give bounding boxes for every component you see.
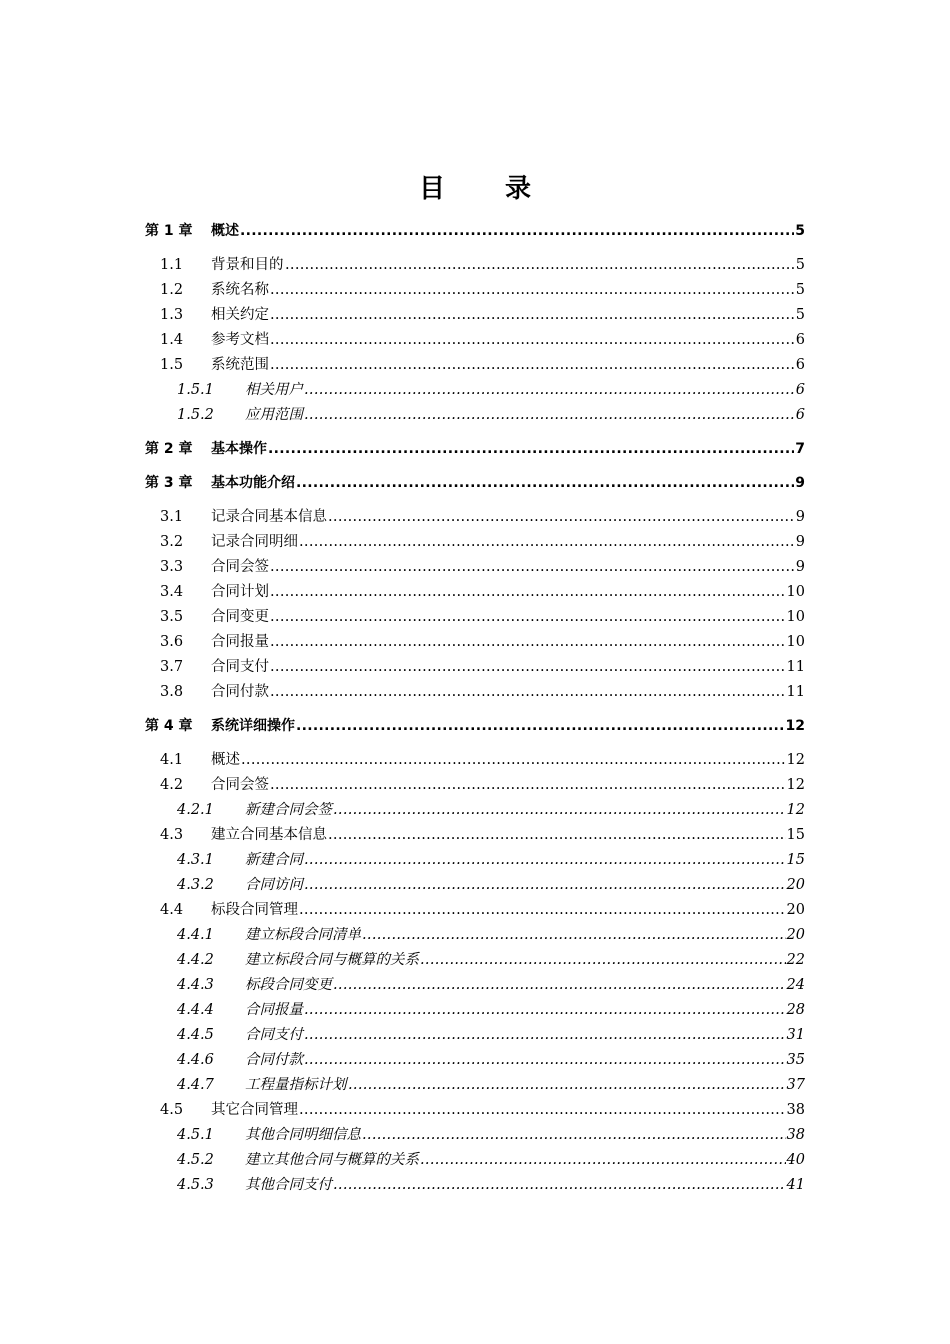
toc-entry-page: 40 (786, 1152, 805, 1168)
toc-entry-page: 20 (786, 877, 805, 893)
toc-dot-leader (304, 1048, 786, 1073)
toc-dot-leader (328, 505, 795, 530)
toc-entry-number: 3.4 (160, 584, 184, 600)
toc-entry[interactable] (0, 998, 950, 1023)
toc-entry-number: 4.4.6 (177, 1052, 214, 1068)
toc-entry[interactable] (0, 328, 950, 353)
toc-entry-page: 20 (786, 902, 805, 918)
toc-entry-number: 3.6 (160, 634, 184, 650)
toc-entry-title: 参考文档 (211, 332, 269, 348)
toc-entry-title: 工程量指标计划 (245, 1077, 347, 1093)
toc-entry[interactable] (0, 923, 950, 948)
toc-entry-number: 4.4.3 (177, 977, 214, 993)
toc-entry-page: 12 (785, 718, 805, 734)
toc-entry[interactable] (0, 530, 950, 555)
toc-dot-leader (270, 303, 795, 328)
toc-entry-page: 11 (786, 684, 805, 700)
toc-entry-title: 记录合同基本信息 (211, 509, 327, 525)
toc-entry-number: 4.3.2 (177, 877, 214, 893)
toc-dot-leader (333, 973, 786, 998)
toc-title (0, 168, 950, 205)
toc-entry-title: 其它合同管理 (211, 1102, 298, 1118)
toc-entry-page: 22 (786, 952, 805, 968)
toc-entry-title: 建立标段合同清单 (245, 927, 361, 943)
toc-entry-number: 4.5 (160, 1102, 184, 1118)
toc-entry[interactable] (0, 655, 950, 680)
toc-entry-number: 4.5.2 (177, 1152, 214, 1168)
toc-entry-page: 9 (795, 475, 805, 491)
toc-dot-leader (348, 1073, 786, 1098)
toc-entry-number: 3.5 (160, 609, 184, 625)
toc-entry[interactable] (0, 973, 950, 998)
toc-entry[interactable] (0, 353, 950, 378)
toc-entry-title: 背景和目的 (211, 257, 284, 273)
toc-entry-page: 10 (786, 584, 805, 600)
toc-entry-page: 24 (786, 977, 805, 993)
toc-entry-title: 合同付款 (211, 684, 269, 700)
toc-entry[interactable] (0, 848, 950, 873)
toc-entry-title: 合同支付 (211, 659, 269, 675)
toc-entry-page: 10 (786, 609, 805, 625)
toc-dot-leader (270, 555, 795, 580)
toc-entry-number: 1.5 (160, 357, 184, 373)
toc-entry[interactable] (0, 471, 950, 496)
toc-dot-leader (270, 328, 795, 353)
toc-entry-number: 3.7 (160, 659, 184, 675)
toc-entry-title: 基本功能介绍 (211, 475, 295, 491)
toc-entry-number: 4.2.1 (177, 802, 214, 818)
toc-entry-page: 31 (786, 1027, 805, 1043)
toc-entry-number: 4.4 (160, 902, 184, 918)
toc-entry-title: 建立合同基本信息 (211, 827, 327, 843)
toc-entry[interactable] (0, 605, 950, 630)
toc-entry-number: 1.5.1 (177, 382, 214, 398)
toc-entry[interactable] (0, 1023, 950, 1048)
toc-dot-leader (304, 848, 786, 873)
toc-dot-leader (420, 1148, 786, 1173)
toc-dot-leader (296, 471, 794, 496)
toc-entry[interactable] (0, 303, 950, 328)
toc-entry-number: 1.4 (160, 332, 184, 348)
toc-entry-number: 4.4.7 (177, 1077, 214, 1093)
toc-entry-page: 12 (786, 752, 805, 768)
toc-entry[interactable] (0, 714, 950, 739)
toc-entry-title: 合同付款 (245, 1052, 303, 1068)
toc-entry-number: 1.1 (160, 257, 184, 273)
toc-entry-number: 第 1 章 (145, 223, 193, 239)
toc-entry-page: 15 (786, 827, 805, 843)
toc-entry-title: 合同访问 (245, 877, 303, 893)
toc-dot-leader (285, 253, 795, 278)
toc-entry-title: 其他合同明细信息 (245, 1127, 361, 1143)
toc-entry[interactable] (0, 773, 950, 798)
toc-entry-page: 6 (795, 332, 805, 348)
toc-entry-number: 4.4.2 (177, 952, 214, 968)
toc-entry[interactable] (0, 823, 950, 848)
toc-entry[interactable] (0, 1073, 950, 1098)
toc-dot-leader (304, 998, 786, 1023)
toc-entry-title: 合同变更 (211, 609, 269, 625)
toc-entry-number: 4.3.1 (177, 852, 214, 868)
toc-entry-page: 10 (786, 634, 805, 650)
toc-entry-page: 38 (786, 1127, 805, 1143)
toc-entry[interactable] (0, 1098, 950, 1123)
toc-entry-title: 相关约定 (211, 307, 269, 323)
toc-dot-leader (296, 714, 785, 739)
toc-dot-leader (270, 655, 786, 680)
table-of-contents (0, 219, 950, 1198)
toc-title-char-1: 目 (418, 174, 445, 204)
toc-entry[interactable] (0, 1173, 950, 1198)
toc-entry-page: 5 (795, 282, 805, 298)
toc-entry-page: 7 (795, 441, 805, 457)
toc-entry-title: 概述 (211, 223, 239, 239)
toc-entry-number: 4.1 (160, 752, 184, 768)
toc-entry-page: 6 (795, 407, 805, 423)
toc-entry[interactable] (0, 403, 950, 428)
toc-dot-leader (270, 773, 786, 798)
toc-entry-title: 合同会签 (211, 777, 269, 793)
toc-entry-title: 标段合同管理 (211, 902, 298, 918)
toc-entry-title: 新建合同 (245, 852, 303, 868)
toc-entry-title: 系统详细操作 (211, 718, 295, 734)
toc-entry[interactable] (0, 378, 950, 403)
toc-dot-leader (304, 1023, 786, 1048)
toc-dot-leader (420, 948, 786, 973)
toc-entry-page: 9 (795, 534, 805, 550)
toc-entry[interactable] (0, 253, 950, 278)
toc-entry-title: 系统范围 (211, 357, 269, 373)
toc-entry-title: 系统名称 (211, 282, 269, 298)
toc-entry-page: 28 (786, 1002, 805, 1018)
toc-entry-title: 概述 (211, 752, 240, 768)
toc-entry[interactable] (0, 948, 950, 973)
toc-entry-page: 41 (786, 1177, 805, 1193)
toc-dot-leader (362, 1123, 786, 1148)
toc-title-char-2: 录 (505, 174, 532, 204)
toc-entry-page: 9 (795, 509, 805, 525)
toc-dot-leader (240, 219, 794, 244)
toc-entry-title: 其他合同支付 (245, 1177, 332, 1193)
toc-entry[interactable] (0, 580, 950, 605)
toc-entry-number: 第 4 章 (145, 718, 193, 734)
toc-entry[interactable] (0, 748, 950, 773)
toc-entry-page: 6 (795, 382, 805, 398)
toc-dot-leader (270, 680, 786, 705)
toc-dot-leader (362, 923, 786, 948)
toc-entry[interactable] (0, 873, 950, 898)
toc-entry-title: 建立其他合同与概算的关系 (245, 1152, 419, 1168)
toc-dot-leader (270, 278, 795, 303)
toc-entry-title: 相关用户 (245, 382, 303, 398)
toc-entry-number: 3.2 (160, 534, 184, 550)
toc-entry-page: 37 (786, 1077, 805, 1093)
toc-entry-title: 应用范围 (245, 407, 303, 423)
toc-dot-leader (333, 798, 786, 823)
toc-entry[interactable] (0, 1123, 950, 1148)
toc-entry-number: 1.2 (160, 282, 184, 298)
toc-entry-page: 12 (786, 777, 805, 793)
toc-dot-leader (270, 353, 795, 378)
toc-entry-number: 3.3 (160, 559, 184, 575)
toc-entry-title: 新建合同会签 (245, 802, 332, 818)
toc-entry-number: 3.8 (160, 684, 184, 700)
toc-dot-leader (299, 530, 795, 555)
toc-entry-number: 4.3 (160, 827, 184, 843)
toc-entry-title: 基本操作 (211, 441, 267, 457)
toc-entry-title: 记录合同明细 (211, 534, 298, 550)
toc-entry[interactable] (0, 437, 950, 462)
toc-entry-page: 6 (795, 357, 805, 373)
toc-entry-number: 4.5.3 (177, 1177, 214, 1193)
toc-entry[interactable] (0, 505, 950, 530)
toc-dot-leader (304, 403, 795, 428)
toc-entry-number: 4.5.1 (177, 1127, 214, 1143)
toc-entry-page: 9 (795, 559, 805, 575)
toc-entry-number: 3.1 (160, 509, 184, 525)
toc-entry[interactable] (0, 798, 950, 823)
toc-entry[interactable] (0, 898, 950, 923)
toc-entry-page: 5 (795, 257, 805, 273)
toc-entry-page: 15 (786, 852, 805, 868)
toc-entry-page: 5 (795, 307, 805, 323)
toc-dot-leader (328, 823, 786, 848)
toc-dot-leader (270, 630, 786, 655)
toc-entry-title: 合同会签 (211, 559, 269, 575)
toc-entry-title: 合同报量 (211, 634, 269, 650)
toc-entry-number: 1.3 (160, 307, 184, 323)
toc-dot-leader (241, 748, 786, 773)
toc-entry-page: 35 (786, 1052, 805, 1068)
toc-entry-title: 合同报量 (245, 1002, 303, 1018)
toc-entry-title: 建立标段合同与概算的关系 (245, 952, 419, 968)
toc-entry-number: 4.4.4 (177, 1002, 214, 1018)
toc-entry[interactable] (0, 680, 950, 705)
toc-entry-number: 1.5.2 (177, 407, 214, 423)
toc-dot-leader (270, 580, 786, 605)
toc-entry[interactable] (0, 278, 950, 303)
toc-entry-page: 11 (786, 659, 805, 675)
toc-entry[interactable] (0, 555, 950, 580)
toc-entry-page: 38 (786, 1102, 805, 1118)
toc-entry-title: 合同支付 (245, 1027, 303, 1043)
toc-dot-leader (304, 378, 795, 403)
toc-dot-leader (333, 1173, 786, 1198)
toc-dot-leader (268, 437, 794, 462)
toc-dot-leader (299, 1098, 786, 1123)
toc-entry-number: 第 3 章 (145, 475, 193, 491)
toc-entry-number: 第 2 章 (145, 441, 193, 457)
toc-entry[interactable] (0, 1148, 950, 1173)
toc-entry-number: 4.4.5 (177, 1027, 214, 1043)
toc-dot-leader (304, 873, 786, 898)
toc-entry-title: 标段合同变更 (245, 977, 332, 993)
toc-dot-leader (299, 898, 786, 923)
toc-entry[interactable] (0, 1048, 950, 1073)
toc-entry[interactable] (0, 630, 950, 655)
toc-entry[interactable] (0, 219, 950, 244)
toc-dot-leader (270, 605, 786, 630)
toc-entry-title: 合同计划 (211, 584, 269, 600)
toc-entry-number: 4.4.1 (177, 927, 214, 943)
toc-entry-page: 12 (786, 802, 805, 818)
toc-entry-page: 20 (786, 927, 805, 943)
toc-entry-number: 4.2 (160, 777, 184, 793)
toc-entry-page: 5 (795, 223, 805, 239)
